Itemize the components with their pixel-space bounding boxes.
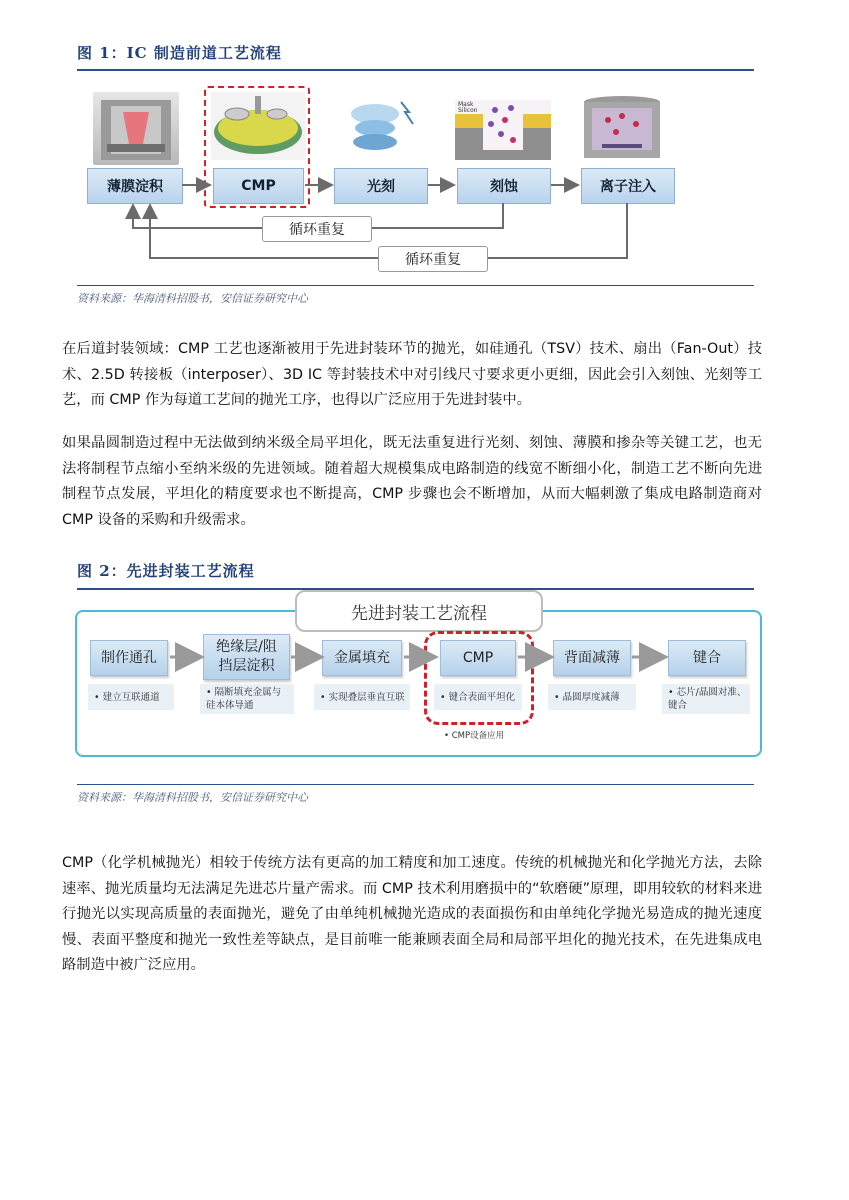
process-metal-fill: 金属填充 (322, 640, 402, 676)
diagram-title: 先进封装工艺流程 (295, 590, 543, 632)
step-etching: 刻蚀 (457, 168, 551, 204)
step-ion-implantation: 离子注入 (581, 168, 675, 204)
note-backside-thinning: • 晶圆厚度减薄 (548, 684, 636, 710)
step-thin-film-deposition: 薄膜淀积 (87, 168, 183, 204)
figure-1-source: 资料来源：华海清科招股书，安信证券研究中心 (77, 292, 308, 305)
process-via-making: 制作通孔 (90, 640, 168, 676)
process-bonding: 键合 (668, 640, 746, 676)
note-via-making: • 建立互联通道 (88, 684, 174, 710)
process-cmp: CMP (440, 640, 516, 676)
figure-2-source: 资料来源：华海清科招股书，安信证券研究中心 (77, 791, 308, 804)
paragraph-planarization: 如果晶圆制造过程中无法做到纳米级全局平坦化，既无法重复进行光刻、刻蚀、薄膜和掺杂等关键工艺，也无法将制程节点缩小至纳米级的先进领域。随着超大规模集成电路制造的线宽不断细小化，制造工艺不断向先进制程节点发展，平坦化的精度要求也不断提高，CMP 步骤也会不断增加，从而大幅刺激了集成电路制造商对 CMP 设备的采购和升级需求。 (62, 435, 762, 528)
figure-2-flow-arrows (0, 600, 849, 700)
loop-repeat-label-2: 循环重复 (378, 246, 488, 272)
cmp-equipment-application-label: • CMP设备应用 (444, 731, 505, 741)
note-insulation: • 隔断填充金属与 硅本体导通 (200, 684, 294, 714)
figure-2-bottom-rule (77, 784, 754, 785)
process-insulation-deposition: 绝缘层/阻 挡层淀积 (203, 634, 290, 680)
loop-repeat-label-1: 循环重复 (262, 216, 372, 242)
figure-1-title: 图 1：IC 制造前道工艺流程 (77, 44, 282, 62)
figure-2-title: 图 2：先进封装工艺流程 (77, 562, 255, 580)
mask-label: Mask (458, 101, 474, 108)
process-backside-thinning: 背面减薄 (553, 640, 631, 676)
figure-1-bottom-rule (77, 285, 754, 286)
step-lithography: 光刻 (334, 168, 428, 204)
note-cmp: • 键合表面平坦化 (434, 684, 522, 710)
step-cmp: CMP (213, 168, 304, 204)
silicon-label: Silicon (458, 107, 478, 114)
paragraph-advanced-packaging: 在后道封装领域：CMP 工艺也逐渐被用于先进封装环节的抛光，如硅通孔（TSV）技术、扇出（Fan-Out）技术、2.5D 转接板（interposer）、3D IC 等封装技术中对引线尺寸要求更小更细，因此会引入刻蚀、光刻等工艺，而 CMP 作为每道工艺间的抛光工序，也得以广泛应用于先进封装中。 (62, 341, 762, 408)
paragraph-cmp-definition: CMP（化学机械抛光）相较于传统方法有更高的加工精度和加工速度。传统的机械抛光和化学抛光方法，去除速率、抛光质量均无法满足先进芯片量产需求。而 CMP 技术利用磨损中的“软磨硬”原理，即用较软的材料来进行抛光以实现高质量的表面抛光，避免了由单纯机械抛光造成的表面损伤和由单纯化学抛光易造成的抛光速度慢、表面平整度和抛光一致性差等缺点，是目前唯一能兼顾表面全局和局部平坦化的抛光技术，在先进集成电路制造中被广泛应用。 (62, 855, 762, 973)
note-bonding: • 芯片/晶圆对准、 键合 (662, 684, 750, 714)
note-metal-fill: • 实现叠层垂直互联 (314, 684, 410, 710)
